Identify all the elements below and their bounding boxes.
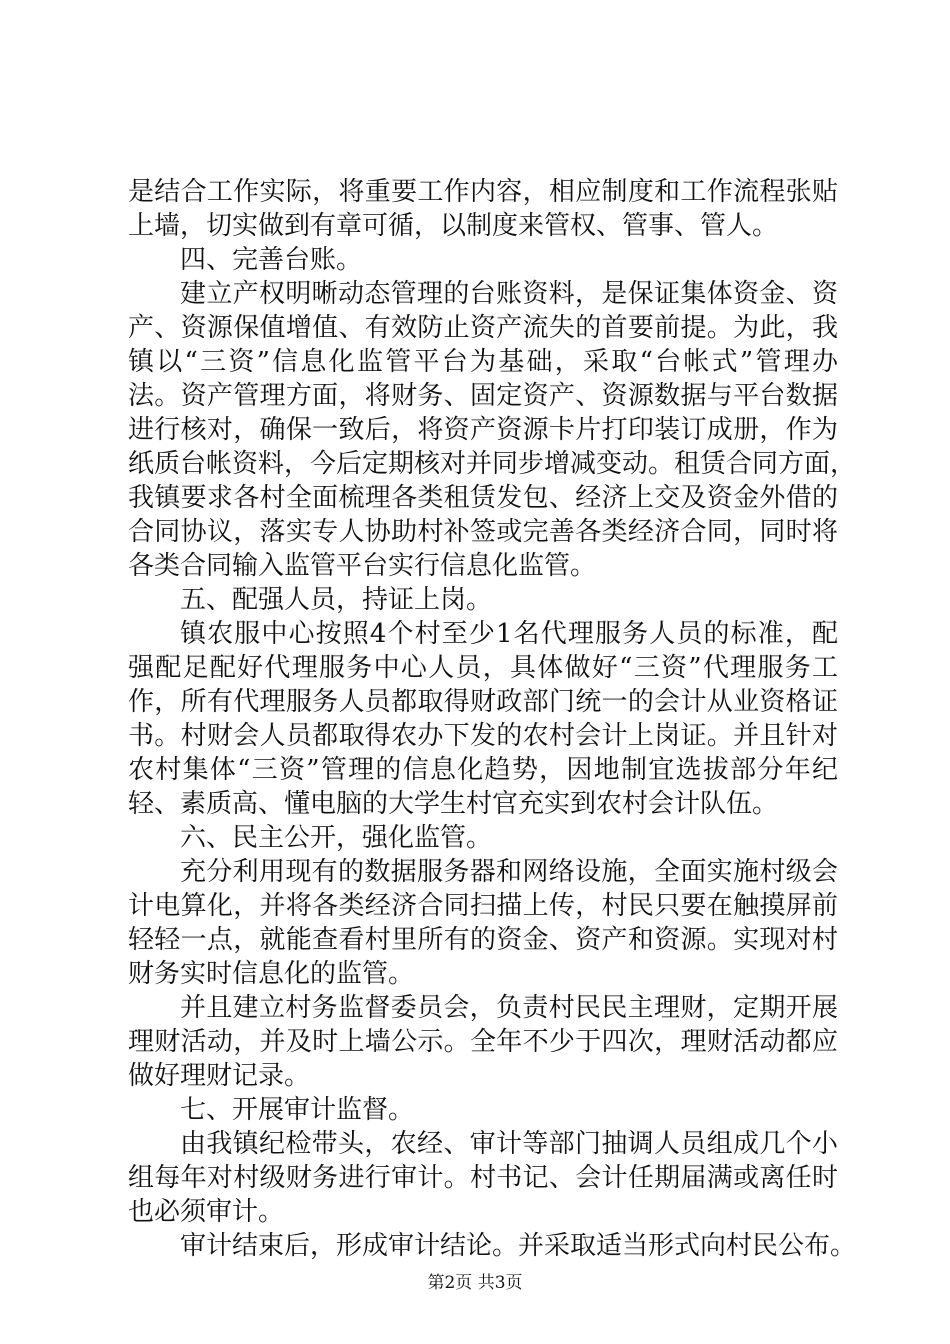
paragraph-line: 我镇要求各村全面梳理各类租赁发包、经济上交及资金外借的 [128, 483, 838, 513]
paragraph-line: 轻、素质高、懂电脑的大学生村官充实到农村会计队伍。 [128, 789, 779, 819]
paragraph-line: 由我镇纪检带头，农经、审计等部门抽调人员组成几个小 [180, 1129, 838, 1159]
section-heading: 六、民主公开，强化监管。 [180, 823, 493, 853]
section-heading: 四、完善台账。 [180, 245, 363, 275]
paragraph-line: 镇以“三资”信息化监管平台为基础，采取“台帐式”管理办 [128, 347, 838, 377]
paragraph-line: 作，所有代理服务人员都取得财政部门统一的会计从业资格证 [128, 687, 838, 717]
section-heading: 七、开展审计监督。 [180, 1095, 415, 1125]
paragraph-line: 强配足配好代理服务中心人员，具体做好“三资”代理服务工 [128, 653, 838, 683]
paragraph-line: 合同协议，落实专人协助村补签或完善各类经济合同，同时将 [128, 517, 838, 547]
paragraph-line: 农村集体“三资”管理的信息化趋势，因地制宜选拔部分年纪 [128, 755, 838, 785]
paragraph-line: 镇农服中心按照4个村至少1名代理服务人员的标准，配 [180, 619, 838, 649]
paragraph-line: 并且建立村务监督委员会，负责村民民主理财，定期开展 [180, 993, 838, 1023]
paragraph-line: 轻轻一点，就能查看村里所有的资金、资产和资源。实现对村 [128, 925, 838, 955]
page-number-footer: 第2页 共3页 [427, 1273, 523, 1293]
paragraph-line: 各类合同输入监管平台实行信息化监管。 [128, 551, 597, 581]
paragraph-line: 是结合工作实际，将重要工作内容，相应制度和工作流程张贴 [128, 177, 838, 207]
paragraph-line: 建立产权明晰动态管理的台账资料，是保证集体资金、资 [180, 279, 838, 309]
section-heading: 五、配强人员，持证上岗。 [180, 585, 493, 615]
paragraph-line: 做好理财记录。 [128, 1061, 311, 1091]
paragraph-line: 充分利用现有的数据服务器和网络设施，全面实施村级会 [180, 857, 838, 887]
paragraph-line: 理财活动，并及时上墙公示。全年不少于四次，理财活动都应 [128, 1027, 838, 1057]
paragraph-line: 组每年对村级财务进行审计。村书记、会计任期届满或离任时 [128, 1163, 838, 1193]
paragraph-line: 纸质台帐资料，今后定期核对并同步增减变动。租赁合同方面， [128, 449, 857, 479]
paragraph-line: 也必须审计。 [128, 1197, 285, 1227]
paragraph-line: 法。资产管理方面，将财务、固定资产、资源数据与平台数据 [128, 381, 838, 411]
paragraph-line: 计电算化，并将各类经济合同扫描上传，村民只要在触摸屏前 [128, 891, 838, 921]
paragraph-line: 上墙，切实做到有章可循，以制度来管权、管事、管人。 [128, 211, 779, 241]
paragraph-line: 书。村财会人员都取得农办下发的农村会计上岗证。并且针对 [128, 721, 838, 751]
paragraph-line: 产、资源保值增值、有效防止资产流失的首要前提。为此，我 [128, 313, 838, 343]
paragraph-line: 审计结束后，形成审计结论。并采取适当形式向村民公布。 [180, 1231, 857, 1261]
paragraph-line: 财务实时信息化的监管。 [128, 959, 415, 989]
paragraph-line: 进行核对，确保一致后，将资产资源卡片打印装订成册，作为 [128, 415, 838, 445]
